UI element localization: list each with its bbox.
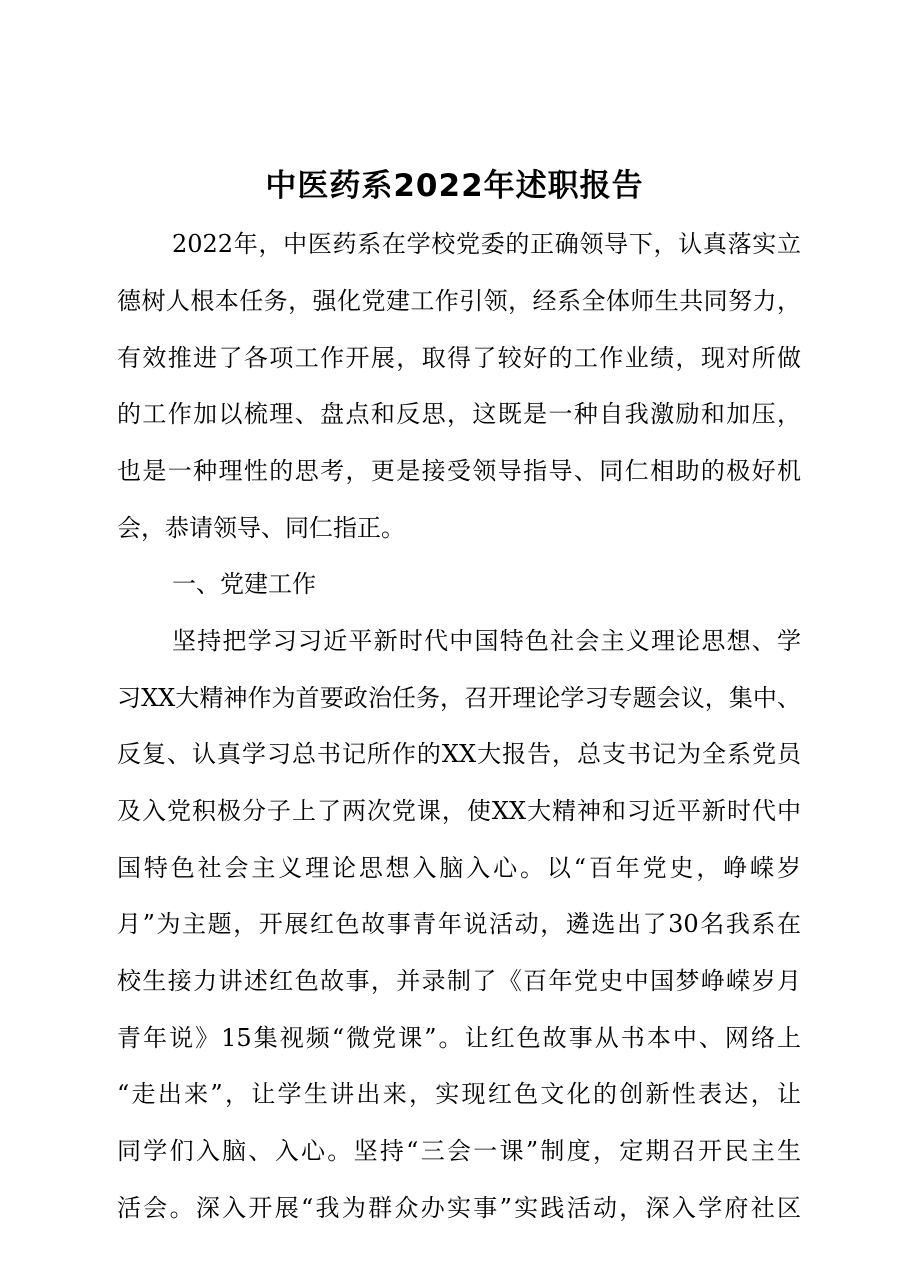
- paragraph-line: 2022年，中医药系在学校党委的正确领导下，认真落实立: [172, 230, 801, 258]
- paragraph-line: 反复、认真学习总书记所作的XX大报告，总支书记为全系党员: [117, 740, 801, 768]
- paragraph-line: 及入党积极分子上了两次党课，使XX大精神和习近平新时代中: [117, 797, 801, 825]
- paragraph-line: 坚持把学习习近平新时代中国特色社会主义理论思想、学: [172, 627, 801, 655]
- document-title: 中医药系2022年述职报告: [265, 168, 644, 204]
- paragraph-line: 校生接力讲述红色故事，并录制了《百年党史中国梦峥嵘岁月: [117, 967, 801, 995]
- paragraph-line: 的工作加以梳理、盘点和反思，这既是一种自我激励和加压，: [117, 400, 801, 428]
- paragraph-line: 月”为主题，开展红色故事青年说活动，遴选出了30名我系在: [117, 910, 801, 938]
- paragraph-line: 会，恭请领导、同仁指正。: [117, 514, 405, 542]
- paragraph-line: 国特色社会主义理论思想入脑入心。以“百年党史，峥嵘岁: [117, 854, 801, 882]
- paragraph-line: 有效推进了各项工作开展，取得了较好的工作业绩，现对所做: [117, 344, 801, 372]
- paragraph-line: 德树人根本任务，强化党建工作引领，经系全体师生共同努力，: [117, 287, 801, 315]
- paragraph-line: 也是一种理性的思考，更是接受领导指导、同仁相助的极好机: [117, 457, 801, 485]
- paragraph-line: 活会。深入开展“我为群众办实事”实践活动，深入学府社区: [117, 1194, 801, 1222]
- paragraph-line: 同学们入脑、入心。坚持“三会一课”制度，定期召开民主生: [117, 1137, 801, 1165]
- paragraph-line: “走出来”，让学生讲出来，实现红色文化的创新性表达，让: [117, 1080, 801, 1108]
- section-heading: 一、党建工作: [172, 570, 316, 598]
- paragraph-line: 习XX大精神作为首要政治任务，召开理论学习专题会议，集中、: [117, 684, 801, 712]
- paragraph-line: 青年说》15集视频“微党课”。让红色故事从书本中、网络上: [117, 1024, 801, 1052]
